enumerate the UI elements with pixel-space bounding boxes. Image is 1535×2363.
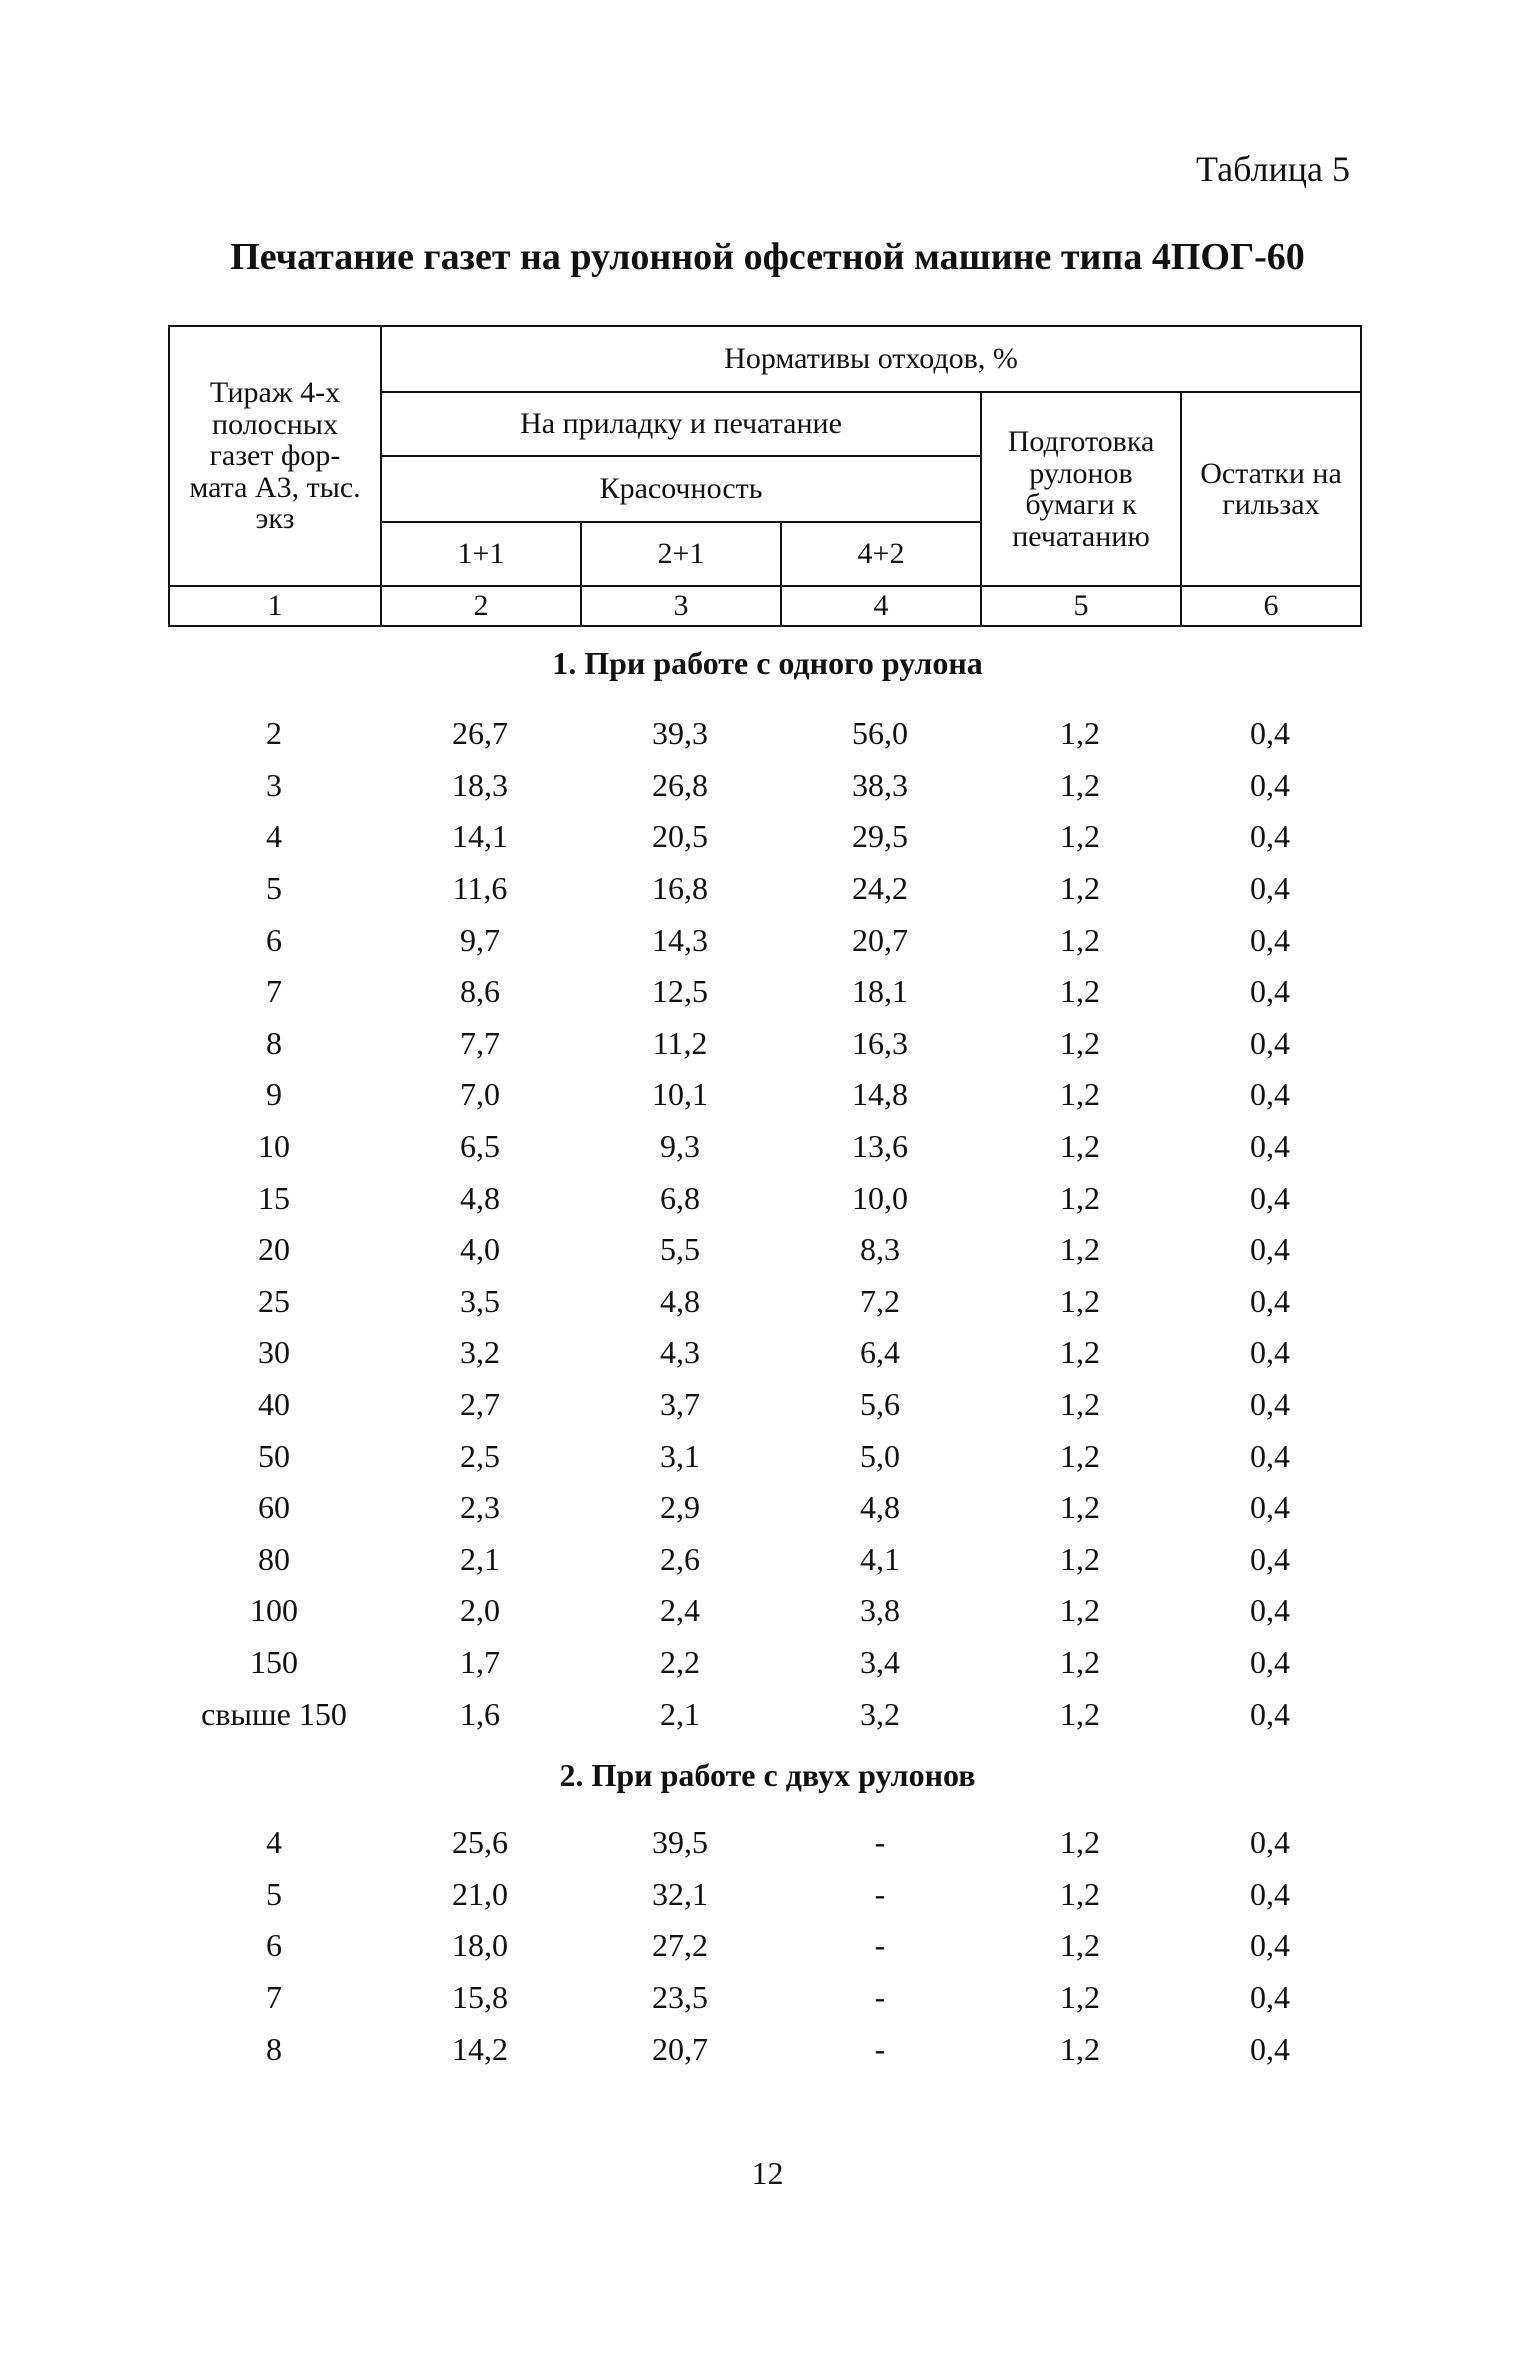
table-cell: 6 <box>266 921 282 958</box>
table-cell: 26,7 <box>452 715 508 752</box>
table-label: Таблица 5 <box>1196 149 1350 189</box>
table-cell: 80 <box>258 1540 290 1577</box>
table-cell: 0,4 <box>1250 1875 1290 1912</box>
table-cell: 25 <box>258 1282 290 1319</box>
table-cell: 26,8 <box>652 766 708 803</box>
col-number: 2 <box>381 586 581 626</box>
table-cell: 3,1 <box>660 1437 700 1474</box>
table-cell: 10,1 <box>652 1076 708 1113</box>
table-cell: 10 <box>258 1128 290 1165</box>
table-cell: 1,2 <box>1060 2030 1100 2067</box>
table-row <box>168 1585 1360 1637</box>
table-cell: - <box>874 1875 886 1912</box>
table-cell: 12,5 <box>652 973 708 1010</box>
table-cell: 2,1 <box>660 1695 700 1732</box>
table-cell: 1,2 <box>1060 1231 1100 1268</box>
table-cell: 2,4 <box>660 1592 700 1629</box>
table-cell: 1,2 <box>1060 1875 1100 1912</box>
table-cell: 8,6 <box>460 973 500 1010</box>
table-cell: 3,4 <box>860 1643 900 1680</box>
table-cell: 7 <box>266 973 282 1010</box>
table-cell: 29,5 <box>852 818 908 855</box>
table-cell: 2,7 <box>460 1386 500 1423</box>
table-row <box>168 708 1360 760</box>
col-number: 3 <box>581 586 781 626</box>
table-cell: 1,2 <box>1060 1024 1100 1061</box>
page-title: Печатание газет на рулонной офсетной машине типа 4ПОГ-60 <box>230 236 1305 278</box>
table-cell: 1,2 <box>1060 1643 1100 1680</box>
table-cell: 1,2 <box>1060 1979 1100 2016</box>
table-cell: 1,7 <box>460 1643 500 1680</box>
table-row <box>168 1920 1360 1972</box>
table-cell: 5,6 <box>860 1386 900 1423</box>
col-number: 1 <box>169 586 381 626</box>
table-cell: 5 <box>266 870 282 907</box>
table-cell: 1,2 <box>1060 1927 1100 1964</box>
page-number: 12 <box>751 2155 784 2191</box>
table-cell: 1,2 <box>1060 1540 1100 1577</box>
table-cell: 1,2 <box>1060 1386 1100 1423</box>
col-number: 5 <box>981 586 1181 626</box>
table-cell: 11,2 <box>652 1024 708 1061</box>
table-cell: 0,4 <box>1250 1231 1290 1268</box>
table-cell: 3,8 <box>860 1592 900 1629</box>
table-cell: 20,7 <box>652 2030 708 2067</box>
table-header <box>168 325 1362 627</box>
table-cell: 18,1 <box>852 973 908 1010</box>
table-row <box>168 2023 1360 2075</box>
table-cell: 4,1 <box>860 1540 900 1577</box>
table-row <box>168 1379 1360 1431</box>
table-cell: 14,3 <box>652 921 708 958</box>
table-cell: 14,1 <box>452 818 508 855</box>
table-cell: 1,2 <box>1060 1179 1100 1216</box>
table-row <box>168 863 1360 915</box>
header-podgotovka: Подготовка рулонов бумаги к печатанию <box>981 392 1181 586</box>
table-cell: 27,2 <box>652 1927 708 1964</box>
table-cell: 9 <box>266 1076 282 1113</box>
table-cell: 2,9 <box>660 1489 700 1526</box>
table-cell: 1,2 <box>1060 921 1100 958</box>
table-cell: 1,2 <box>1060 1334 1100 1371</box>
table-cell: 4 <box>266 818 282 855</box>
table-cell: 1,2 <box>1060 973 1100 1010</box>
table-cell: 16,8 <box>652 870 708 907</box>
table-cell: 100 <box>250 1592 298 1629</box>
table-cell: 0,4 <box>1250 870 1290 907</box>
table-cell: 0,4 <box>1250 1282 1290 1319</box>
table-cell: 25,6 <box>452 1824 508 1861</box>
table-cell: 15,8 <box>452 1979 508 2016</box>
table-cell: 5 <box>266 1875 282 1912</box>
table-cell: 1,2 <box>1060 1076 1100 1113</box>
data-table <box>168 708 1360 1740</box>
table-cell: 8,3 <box>860 1231 900 1268</box>
table-cell: 8 <box>266 1024 282 1061</box>
table-cell: 1,2 <box>1060 766 1100 803</box>
table-cell: 8 <box>266 2030 282 2067</box>
table-cell: 11,6 <box>452 870 508 907</box>
table-cell: 39,5 <box>652 1824 708 1861</box>
table-row <box>168 760 1360 812</box>
table-cell: 3,2 <box>460 1334 500 1371</box>
table-cell: 60 <box>258 1489 290 1526</box>
col-number: 6 <box>1181 586 1361 626</box>
col-number: 4 <box>781 586 981 626</box>
table-cell: 1,2 <box>1060 870 1100 907</box>
table-cell: 7,7 <box>460 1024 500 1061</box>
table-cell: 2,1 <box>460 1540 500 1577</box>
table-cell: 0,4 <box>1250 1540 1290 1577</box>
table-cell: 20,7 <box>852 921 908 958</box>
table-cell: - <box>874 2030 886 2067</box>
table-cell: 2,0 <box>460 1592 500 1629</box>
table-cell: 30 <box>258 1334 290 1371</box>
table-cell: 0,4 <box>1250 1179 1290 1216</box>
table-cell: 39,3 <box>652 715 708 752</box>
header-color-1: 1+1 <box>381 522 581 586</box>
table-cell: 150 <box>250 1643 298 1680</box>
header-priladka: На приладку и печатание <box>381 392 981 456</box>
table-cell: - <box>874 1979 886 2016</box>
table-row <box>168 914 1360 966</box>
table-cell: 0,4 <box>1250 1824 1290 1861</box>
table-cell: 0,4 <box>1250 715 1290 752</box>
table-cell: 0,4 <box>1250 1386 1290 1423</box>
table-cell: 0,4 <box>1250 1643 1290 1680</box>
table-cell: 3,5 <box>460 1282 500 1319</box>
table-cell: 0,4 <box>1250 1695 1290 1732</box>
table-cell: 6,8 <box>660 1179 700 1216</box>
header-col-tirazh: Тираж 4-х полосных газет фор-мата А3, тыс. экз <box>169 326 381 586</box>
table-cell: 20 <box>258 1231 290 1268</box>
table-cell: - <box>874 1927 886 1964</box>
table-cell: 50 <box>258 1437 290 1474</box>
table-cell: 20,5 <box>652 818 708 855</box>
table-cell: 3,2 <box>860 1695 900 1732</box>
table-cell: 3 <box>266 766 282 803</box>
table-row <box>168 1972 1360 2024</box>
table-cell: 4,3 <box>660 1334 700 1371</box>
table-row <box>168 1430 1360 1482</box>
table-cell: 2,5 <box>460 1437 500 1474</box>
table-cell: 56,0 <box>852 715 908 752</box>
table-cell: 4,8 <box>660 1282 700 1319</box>
table-row <box>168 1018 1360 1070</box>
table-cell: 1,2 <box>1060 1282 1100 1319</box>
header-krasochnost: Красочность <box>381 456 981 522</box>
table-cell: 1,2 <box>1060 715 1100 752</box>
table-cell: 5,5 <box>660 1231 700 1268</box>
table-cell: 4 <box>266 1824 282 1861</box>
table-cell: 16,3 <box>852 1024 908 1061</box>
table-cell: 0,4 <box>1250 1076 1290 1113</box>
table-cell: 1,2 <box>1060 1592 1100 1629</box>
table-row <box>168 1224 1360 1276</box>
table-cell: 1,2 <box>1060 1695 1100 1732</box>
table-cell: свыше 150 <box>201 1695 347 1732</box>
table-cell: 0,4 <box>1250 766 1290 803</box>
table-cell: 10,0 <box>852 1179 908 1216</box>
table-cell: 6,5 <box>460 1128 500 1165</box>
header-color-3: 4+2 <box>781 522 981 586</box>
table-cell: 0,4 <box>1250 1334 1290 1371</box>
table-cell: 32,1 <box>652 1875 708 1912</box>
header-color-2: 2+1 <box>581 522 781 586</box>
section-title: 1. При работе с одного рулона <box>552 645 983 681</box>
table-cell: 0,4 <box>1250 1927 1290 1964</box>
table-cell: 23,5 <box>652 1979 708 2016</box>
table-cell: 4,0 <box>460 1231 500 1268</box>
table-row <box>168 1817 1360 1869</box>
table-row <box>168 1069 1360 1121</box>
table-cell: 1,2 <box>1060 1437 1100 1474</box>
table-row <box>168 1534 1360 1586</box>
table-row <box>168 966 1360 1018</box>
table-cell: 0,4 <box>1250 973 1290 1010</box>
table-cell: 14,2 <box>452 2030 508 2067</box>
table-row <box>168 1637 1360 1689</box>
table-cell: 24,2 <box>852 870 908 907</box>
table-cell: 14,8 <box>852 1076 908 1113</box>
table-row <box>168 1688 1360 1740</box>
table-cell: 1,2 <box>1060 1489 1100 1526</box>
table-cell: 15 <box>258 1179 290 1216</box>
table-row <box>168 1869 1360 1921</box>
table-row <box>168 1172 1360 1224</box>
table-row <box>168 1327 1360 1379</box>
table-cell: 2,2 <box>660 1643 700 1680</box>
table-cell: 9,3 <box>660 1128 700 1165</box>
table-cell: 6,4 <box>860 1334 900 1371</box>
table-cell: 40 <box>258 1386 290 1423</box>
table-cell: 1,2 <box>1060 818 1100 855</box>
table-cell: 4,8 <box>860 1489 900 1526</box>
table-row <box>168 1276 1360 1328</box>
data-table <box>168 1817 1360 2075</box>
table-cell: 18,3 <box>452 766 508 803</box>
table-cell: 7,2 <box>860 1282 900 1319</box>
table-row <box>168 811 1360 863</box>
table-cell: 7 <box>266 1979 282 2016</box>
section-title: 2. При работе с двух рулонов <box>559 1757 976 1793</box>
table-cell: 0,4 <box>1250 921 1290 958</box>
table-cell: 0,4 <box>1250 1024 1290 1061</box>
table-cell: 0,4 <box>1250 1979 1290 2016</box>
table-cell: 38,3 <box>852 766 908 803</box>
table-cell: 1,2 <box>1060 1824 1100 1861</box>
table-cell: 6 <box>266 1927 282 1964</box>
table-cell: 9,7 <box>460 921 500 958</box>
table-row <box>168 1121 1360 1173</box>
table-cell: - <box>874 1824 886 1861</box>
table-cell: 0,4 <box>1250 1489 1290 1526</box>
table-cell: 0,4 <box>1250 1437 1290 1474</box>
table-cell: 1,6 <box>460 1695 500 1732</box>
table-cell: 5,0 <box>860 1437 900 1474</box>
table-cell: 1,2 <box>1060 1128 1100 1165</box>
table-cell: 18,0 <box>452 1927 508 1964</box>
table-cell: 13,6 <box>852 1128 908 1165</box>
table-cell: 2,6 <box>660 1540 700 1577</box>
table-cell: 0,4 <box>1250 1592 1290 1629</box>
table-row <box>168 1482 1360 1534</box>
table-cell: 3,7 <box>660 1386 700 1423</box>
header-norms: Нормативы отходов, % <box>381 326 1361 392</box>
table-cell: 2 <box>266 715 282 752</box>
table-cell: 7,0 <box>460 1076 500 1113</box>
table-cell: 21,0 <box>452 1875 508 1912</box>
header-ostatki: Остатки на гильзах <box>1181 392 1361 586</box>
table-cell: 4,8 <box>460 1179 500 1216</box>
table-cell: 0,4 <box>1250 2030 1290 2067</box>
table-cell: 0,4 <box>1250 818 1290 855</box>
table-cell: 0,4 <box>1250 1128 1290 1165</box>
table-cell: 2,3 <box>460 1489 500 1526</box>
